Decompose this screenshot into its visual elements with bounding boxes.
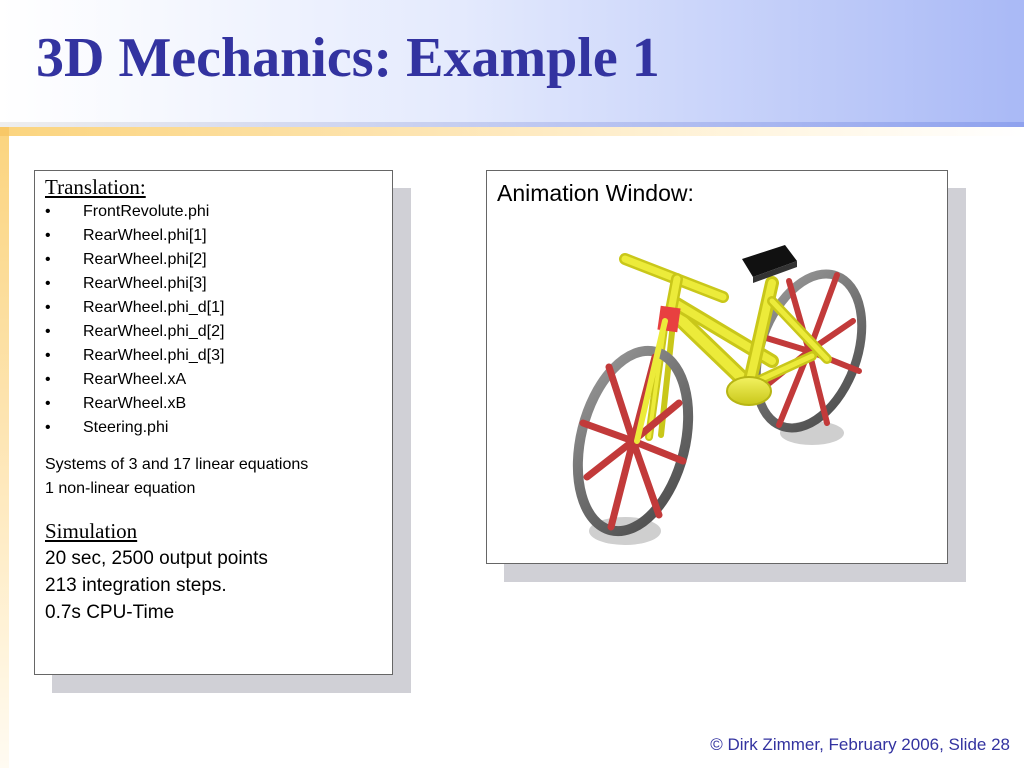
variable-name: RearWheel.phi_d[1] — [83, 299, 225, 316]
front-wheel — [560, 321, 705, 543]
variable-name: RearWheel.xA — [83, 371, 187, 388]
bullet-icon: • — [45, 299, 51, 316]
slide-frame-top — [0, 127, 1024, 136]
slide-frame-left — [0, 127, 9, 768]
variable-name: RearWheel.xB — [83, 395, 187, 412]
list-item — [45, 248, 392, 272]
simulation-line: 213 integration steps. — [45, 575, 227, 596]
translation-heading: Translation: — [45, 175, 146, 199]
variable-name: RearWheel.phi[3] — [83, 275, 207, 292]
title-banner — [0, 0, 1024, 122]
list-item — [45, 392, 392, 416]
list-item — [45, 320, 392, 344]
simulation-stats — [45, 545, 392, 626]
list-item — [45, 296, 392, 320]
variable-name: RearWheel.phi[2] — [83, 251, 207, 268]
bicycle-animation-image — [487, 171, 947, 563]
animation-window — [486, 170, 948, 564]
bullet-icon: • — [45, 371, 51, 388]
animation-window-label: Animation Window: — [497, 180, 694, 206]
list-item — [45, 224, 392, 248]
equation-line: 1 non-linear equation — [45, 480, 196, 497]
translation-panel — [34, 170, 393, 675]
list-item — [45, 272, 392, 296]
variable-name: RearWheel.phi[1] — [83, 227, 207, 244]
list-item — [45, 344, 392, 368]
equation-line: Systems of 3 and 17 linear equations — [45, 456, 309, 473]
variable-name: FrontRevolute.phi — [83, 203, 210, 220]
simulation-line: 0.7s CPU-Time — [45, 602, 175, 623]
list-item — [45, 200, 392, 224]
bullet-icon: • — [45, 227, 51, 244]
bullet-icon: • — [45, 323, 51, 340]
variable-name: RearWheel.phi_d[2] — [83, 323, 225, 340]
list-item — [45, 368, 392, 392]
variable-list — [45, 200, 392, 440]
slide-title: 3D Mechanics: Example 1 — [36, 27, 660, 89]
bullet-icon: • — [45, 347, 51, 364]
bullet-icon: • — [45, 275, 51, 292]
slide-frame-corner — [0, 127, 9, 136]
bullet-icon: • — [45, 251, 51, 268]
bullet-icon: • — [45, 419, 51, 436]
variable-name: RearWheel.phi_d[3] — [83, 347, 225, 364]
simulation-line: 20 sec, 2500 output points — [45, 548, 268, 569]
slide-footer: © Dirk Zimmer, February 2006, Slide 28 — [710, 735, 1010, 754]
bullet-icon: • — [45, 395, 51, 412]
variable-name: Steering.phi — [83, 419, 169, 436]
bullet-icon: • — [45, 203, 51, 220]
list-item — [45, 416, 392, 440]
equation-summary — [45, 453, 392, 501]
simulation-heading: Simulation — [45, 519, 138, 543]
